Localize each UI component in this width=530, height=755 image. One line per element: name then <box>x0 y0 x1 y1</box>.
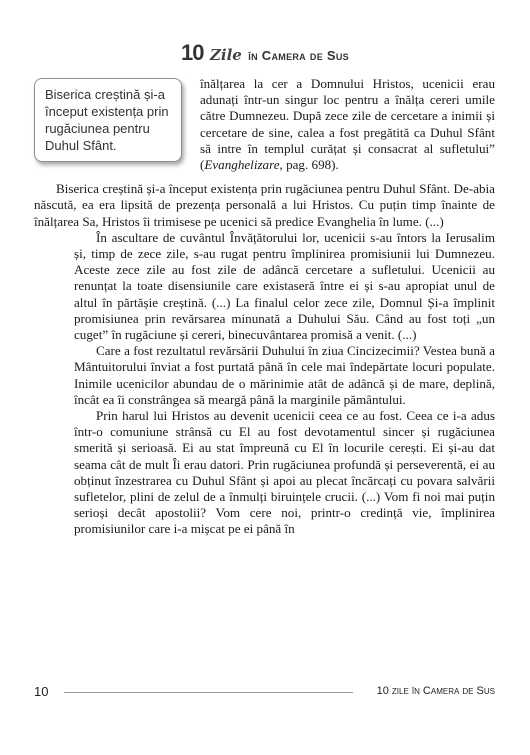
page-body <box>34 76 495 538</box>
paragraph-5: Prin harul lui Hristos au devenit ucenicii ceea ce au fost. Ceea ce i-a adus într-o comuniune strânsă cu El au fost devotamentul sincer și rugăciunea smerită și serioasă. Ei au stat împreună cu El în locurile cerești. Ei și-au dat seama cât de mult Îi erau datori. Prin rugăciunea profundă și perseverentă, ei au obținut înzestrarea cu Duhul Sfânt și apoi au plecat încărcați cu povara salvării sufletelor, plini de zelul de a înmulți biruințele crucii. (...) Vom fi noi mai puțin serioși decât apostolii? Vom cere noi, printr-o credință vie, împlinirea promisiunilor care i-a mișcat pe ei până în <box>74 408 495 537</box>
header-number: 10 <box>181 40 204 65</box>
footer-rule <box>64 692 353 693</box>
paragraph-1-text: înălțarea la cer a Domnului Hristos, ucenicii erau adunați într-un singur loc pentru a înălța cereri umile către Dumnezeu. După zece zile de cercetare a inimii și cercetare de sine, calea a fost pregătită ca Duhul Sfânt să intre în templul curățat și consacrat al sufletului” ( <box>200 76 495 173</box>
running-header <box>0 40 530 66</box>
pull-quote-box <box>34 78 182 162</box>
paragraph-1-end: , pag. 698). <box>279 157 339 173</box>
paragraph-2: Biserica creștină și-a început existența prin rugăciunea pentru Duhul Sfânt. De-abia născută, ea era lipsită de prezența personală a lui Hristos. Cu puțin timp înainte de înălțarea Sa, Hristos îi trimisese pe ucenici să predice Evanghelia în lume. (...) <box>34 181 495 229</box>
header-zile: Zile <box>209 46 242 64</box>
page-footer <box>34 684 495 700</box>
header-title: în Camera de Sus <box>248 48 349 63</box>
paragraph-4: Care a fost rezultatul revărsării Duhului în ziua Cincizecimii? Vestea bună a Mântuitorului înviat a fost purtată până în cele mai îndepărtate locuri populate. Inimile ucenicilor abundau de o mărinimie atât de adâncă și de mare, deplină, încât ea îi constrângea să meargă până la marginile pământului. <box>74 343 495 407</box>
footer-title: 10 zile în Camera de Sus <box>376 685 495 697</box>
paragraph-3: În ascultare de cuvântul Învățătorului lor, ucenicii s-au întors la Ierusalim și, timp de zece zile, s-au rugat pentru împlinirea promisiunii lui Dumnezeu. Aceste zece zile au fost zile de adâncă cercetare a sufletului. Ucenicii au renunțat la toate disensiunile care existaseră între ei și s-au apropiat unul de altul în părtășie creștină. (...) La finalul celor zece zile, Domnul Și-a împlinit promisiunea prin revărsarea minunată a Duhului Său. Când au fost toți „un cuget” în rugăciune și cereri, binecuvântarea promisă a venit. (...) <box>74 229 495 343</box>
page-number: 10 <box>34 684 49 699</box>
pull-quote-text: Biserica creștină și-a început existența prin rugăciunea pentru Duhul Sfânt. <box>45 87 169 153</box>
citation-title: Evanghelizare <box>204 157 280 173</box>
